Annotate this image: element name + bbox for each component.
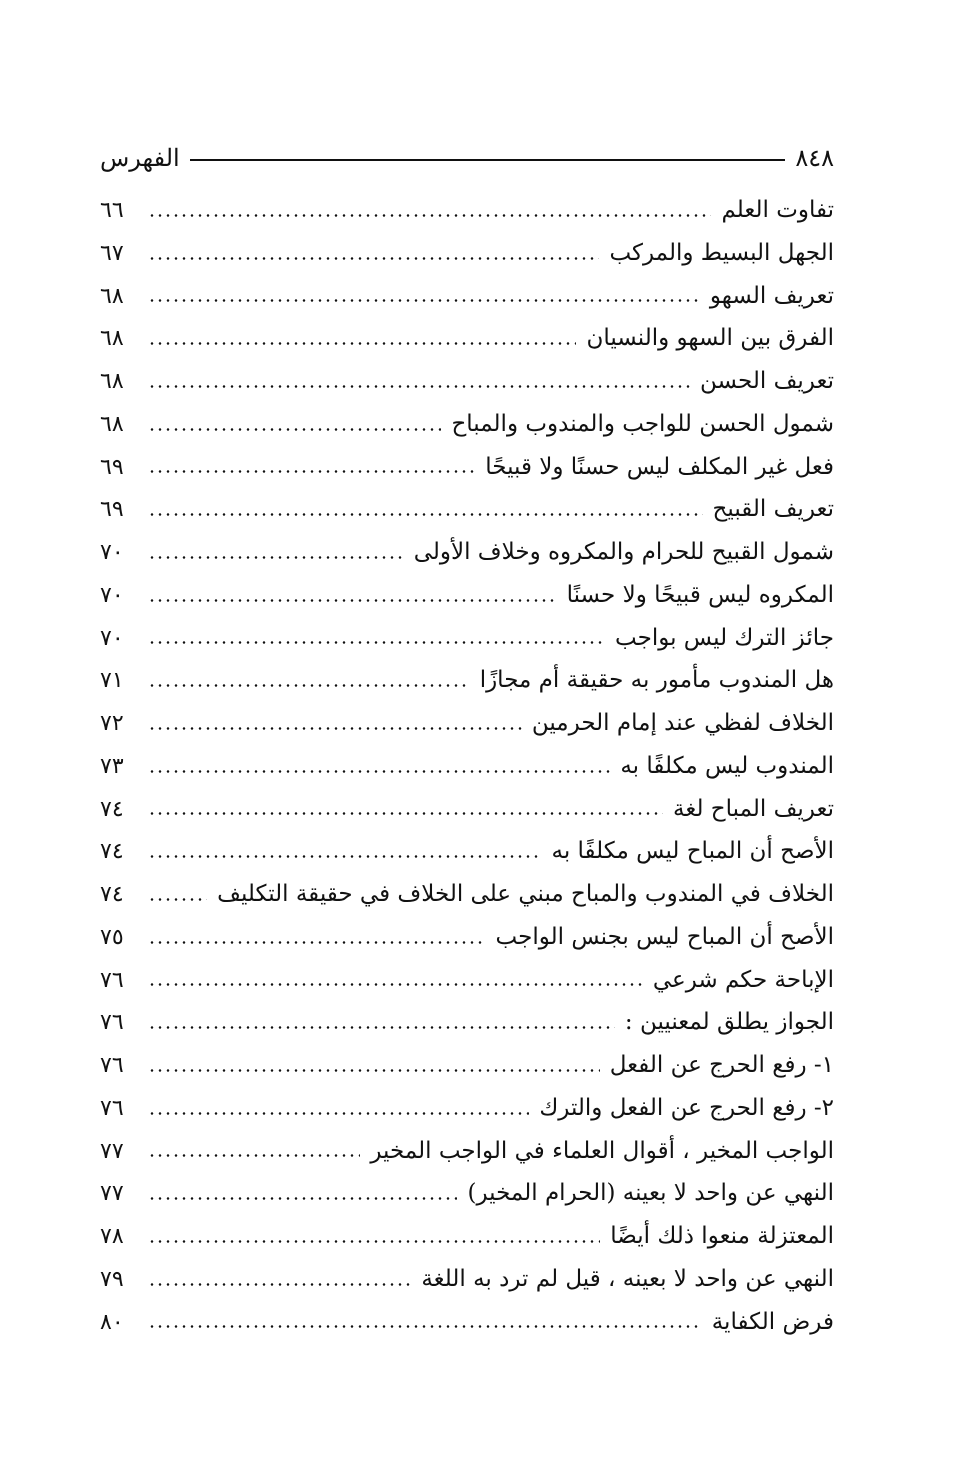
dot-leader — [148, 641, 605, 644]
index-entry — [100, 1001, 834, 1044]
entry-title: النهي عن واحد لا بعينه ، قيل لم ترد به اللغة — [421, 1265, 834, 1292]
entry-page-number: ٧٦ — [100, 1095, 124, 1121]
entry-title: الجهل البسيط والمركب — [609, 239, 834, 266]
index-entry — [100, 1087, 834, 1130]
entry-title: الجواز يطلق لمعنيين : — [624, 1009, 834, 1036]
dot-leader — [148, 1069, 600, 1072]
dot-leader — [148, 898, 207, 901]
entry-title: تعريف السهو — [709, 282, 834, 309]
index-entry — [100, 1130, 834, 1173]
dot-leader — [148, 513, 703, 516]
entry-page-number: ٦٨ — [100, 411, 124, 437]
entry-page-number: ٧٠ — [100, 625, 124, 651]
dot-leader — [148, 1325, 702, 1328]
entry-page-number: ٧٦ — [100, 967, 124, 993]
entry-page-number: ٧٣ — [100, 753, 124, 779]
entry-page-number: ٧٠ — [100, 540, 124, 565]
dot-leader — [148, 214, 711, 217]
dot-leader — [148, 342, 576, 345]
dot-leader — [148, 1154, 360, 1157]
entry-page-number: ٦٨ — [100, 283, 124, 309]
entry-title: فرض الكفاية — [711, 1308, 834, 1335]
entry-title: فعل غير المكلف ليس حسنًا ولا قبيحًا — [485, 453, 834, 480]
index-entry — [100, 232, 834, 275]
entry-page-number: ٦٦ — [100, 198, 124, 223]
index-entry — [100, 873, 834, 916]
entry-title: هل المندوب مأمور به حقيقة أم مجازًا — [479, 667, 834, 694]
index-list — [100, 189, 834, 1343]
dot-leader — [148, 428, 441, 431]
dot-leader — [148, 1283, 411, 1286]
dot-leader — [148, 812, 663, 815]
entry-title: الأصح أن المباح ليس مكلفًا به — [551, 838, 834, 865]
entry-title: الواجب المخير ، أقوال العلماء في الواجب المخير — [370, 1137, 834, 1164]
index-entry — [100, 1258, 834, 1301]
dot-leader — [148, 727, 522, 730]
dot-leader — [148, 983, 643, 986]
entry-title: الأصح أن المباح ليس بجنس الواجب — [495, 923, 834, 950]
entry-title: الخلاف في المندوب والمباح مبني على الخلاف في حقيقة التكليف — [217, 881, 834, 907]
dot-leader — [148, 770, 610, 773]
index-entry — [100, 1301, 834, 1344]
dot-leader — [148, 257, 599, 260]
dot-leader — [148, 599, 557, 602]
dot-leader — [148, 1112, 529, 1115]
index-entry — [100, 531, 834, 574]
index-entry — [100, 745, 834, 788]
index-entry — [100, 574, 834, 617]
entry-title: شمول القبيح للحرام والمكروه وخلاف الأولى — [413, 539, 834, 565]
entry-title: تفاوت العلم — [721, 197, 834, 223]
running-header — [100, 138, 834, 178]
index-entry — [100, 617, 834, 660]
entry-title: المندوب ليس مكلفًا به — [620, 752, 834, 779]
entry-page-number: ٧٩ — [100, 1266, 124, 1292]
entry-title: جائز الترك ليس بواجب — [615, 624, 834, 651]
index-entry — [100, 830, 834, 873]
entry-title: تعريف الحسن — [700, 368, 834, 394]
entry-page-number: ٦٨ — [100, 326, 124, 352]
section-title: الفهرس — [100, 144, 180, 172]
entry-title: ٢- رفع الحرج عن الفعل والترك — [539, 1094, 834, 1121]
entry-page-number: ٧٢ — [100, 711, 124, 736]
entry-title: الإباحة حكم شرعي — [652, 966, 834, 993]
index-entry — [100, 702, 834, 745]
entry-page-number: ٧٤ — [100, 882, 124, 907]
entry-title: الفرق بين السهو والنسيان — [586, 325, 834, 352]
index-entry — [100, 959, 834, 1002]
entry-title: المعتزلة منعوا ذلك أيضًا — [610, 1223, 834, 1249]
entry-page-number: ٧٥ — [100, 924, 124, 950]
dot-leader — [148, 1197, 457, 1200]
entry-page-number: ٦٨ — [100, 369, 124, 394]
header-rule — [190, 159, 786, 161]
entry-page-number: ٧٠ — [100, 582, 124, 608]
entry-page-number: ٧٤ — [100, 839, 124, 865]
entry-title: شمول الحسن للواجب والمندوب والمباح — [451, 410, 834, 437]
index-entry — [100, 788, 834, 831]
dot-leader — [148, 1026, 615, 1029]
entry-title: المكروه ليس قبيحًا ولا حسنًا — [566, 581, 834, 608]
entry-title: تعريف القبيح — [712, 496, 834, 523]
entry-title: النهي عن واحد لا بعينه (الحرام المخير) — [467, 1180, 834, 1207]
index-entry — [100, 916, 834, 959]
index-entry — [100, 1172, 834, 1215]
index-entry — [100, 360, 834, 403]
dot-leader — [148, 855, 542, 858]
index-entry — [100, 403, 834, 446]
entry-page-number: ٨٠ — [100, 1309, 124, 1335]
index-entry — [100, 1215, 834, 1258]
entry-page-number: ٧٦ — [100, 1010, 124, 1036]
dot-leader — [148, 1240, 600, 1243]
entry-page-number: ٧٦ — [100, 1053, 124, 1078]
entry-title: الخلاف لفظي عند إمام الحرمين — [531, 710, 834, 736]
index-entry — [100, 189, 834, 232]
dot-leader — [148, 556, 404, 559]
entry-page-number: ٧٨ — [100, 1224, 124, 1249]
dot-leader — [148, 470, 475, 473]
entry-page-number: ٦٩ — [100, 497, 124, 523]
entry-page-number: ٧٧ — [100, 1181, 124, 1207]
entry-page-number: ٦٧ — [100, 240, 124, 266]
entry-page-number: ٦٩ — [100, 454, 124, 480]
entry-page-number: ٧١ — [100, 668, 124, 694]
index-entry — [100, 488, 834, 531]
index-entry — [100, 1044, 834, 1087]
index-entry — [100, 446, 834, 489]
index-entry — [100, 275, 834, 318]
dot-leader — [148, 299, 700, 302]
index-entry — [100, 317, 834, 360]
entry-page-number: ٧٤ — [100, 796, 124, 822]
page-number: ٨٤٨ — [795, 144, 834, 172]
entry-page-number: ٧٧ — [100, 1138, 124, 1164]
entry-title: ١- رفع الحرج عن الفعل — [609, 1052, 834, 1078]
dot-leader — [148, 684, 470, 687]
dot-leader — [148, 941, 486, 944]
entry-title: تعريف المباح لغة — [673, 795, 834, 822]
dot-leader — [148, 385, 690, 388]
index-entry — [100, 659, 834, 702]
